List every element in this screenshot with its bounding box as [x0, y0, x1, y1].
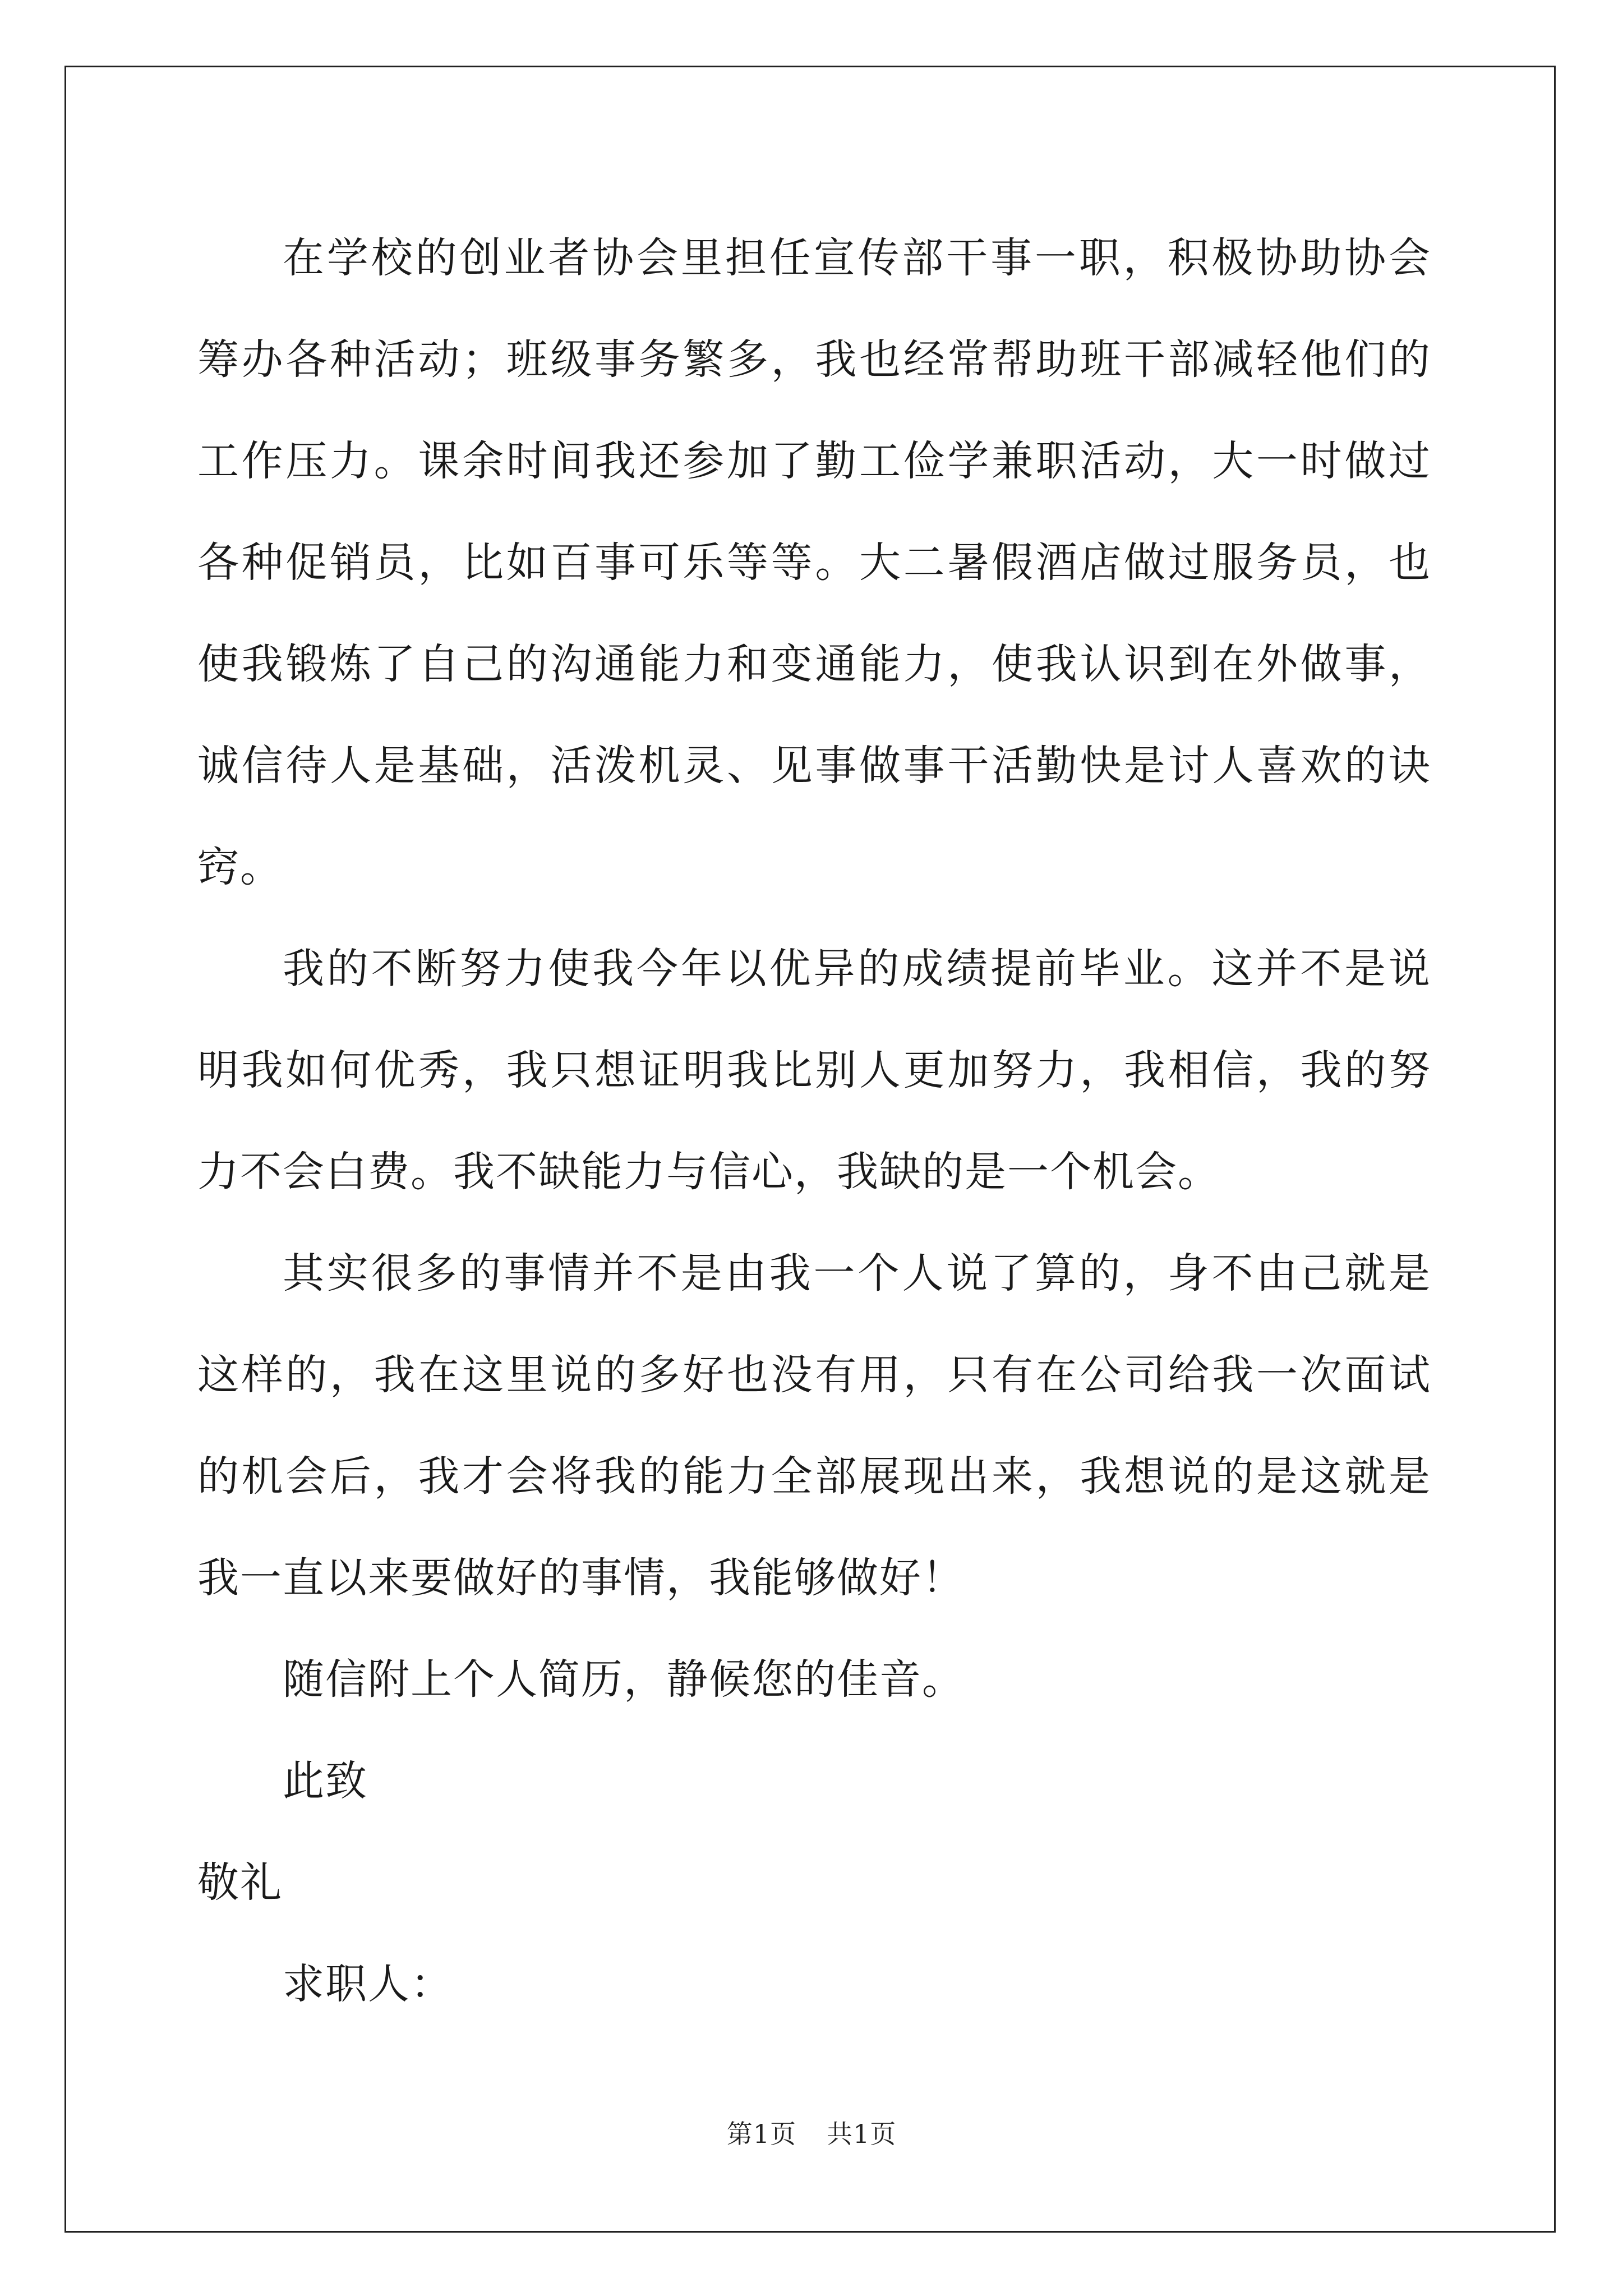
paragraph-resume-attached: 随信附上个人简历，静候您的佳音。	[283, 1655, 965, 1704]
page-number-current: 第1页	[726, 2119, 796, 2149]
page-number-total: 共1页	[827, 2119, 897, 2149]
letter-body	[197, 208, 1431, 2035]
paragraph-graduation: 我的不断努力使我今年以优异的成绩提前毕业。这并不是说明我如何优秀，我只想证明我比别人更加努力，我相信，我的努力不会白费。我不缺能力与信心，我缺的是一个机会。	[197, 945, 1431, 1196]
salutation-line: 敬礼	[197, 1858, 283, 1907]
signature-label: 求职人：	[283, 1960, 453, 2008]
page-footer	[0, 2114, 1623, 2151]
paragraph-experience: 在学校的创业者协会里担任宣传部干事一职，积极协助协会筹办各种活动；班级事务繁多，我也经常帮助班干部减轻他们的工作压力。课余时间我还参加了勤工俭学兼职活动，大一时做过各种促销员，比如百事可乐等等。大二暑假酒店做过服务员，也使我锻炼了自己的沟通能力和变通能力，使我认识到在外做事，诚信待人是基础，活泼机灵、见事做事干活勤快是讨人喜欢的诀窍。	[197, 234, 1431, 891]
closing-line: 此致	[283, 1757, 368, 1805]
paragraph-opportunity: 其实很多的事情并不是由我一个人说了算的，身不由己就是这样的，我在这里说的多好也没有用，只有在公司给我一次面试的机会后，我才会将我的能力全部展现出来，我想说的是这就是我一直以来要做好的事情，我能够做好！	[197, 1249, 1431, 1602]
